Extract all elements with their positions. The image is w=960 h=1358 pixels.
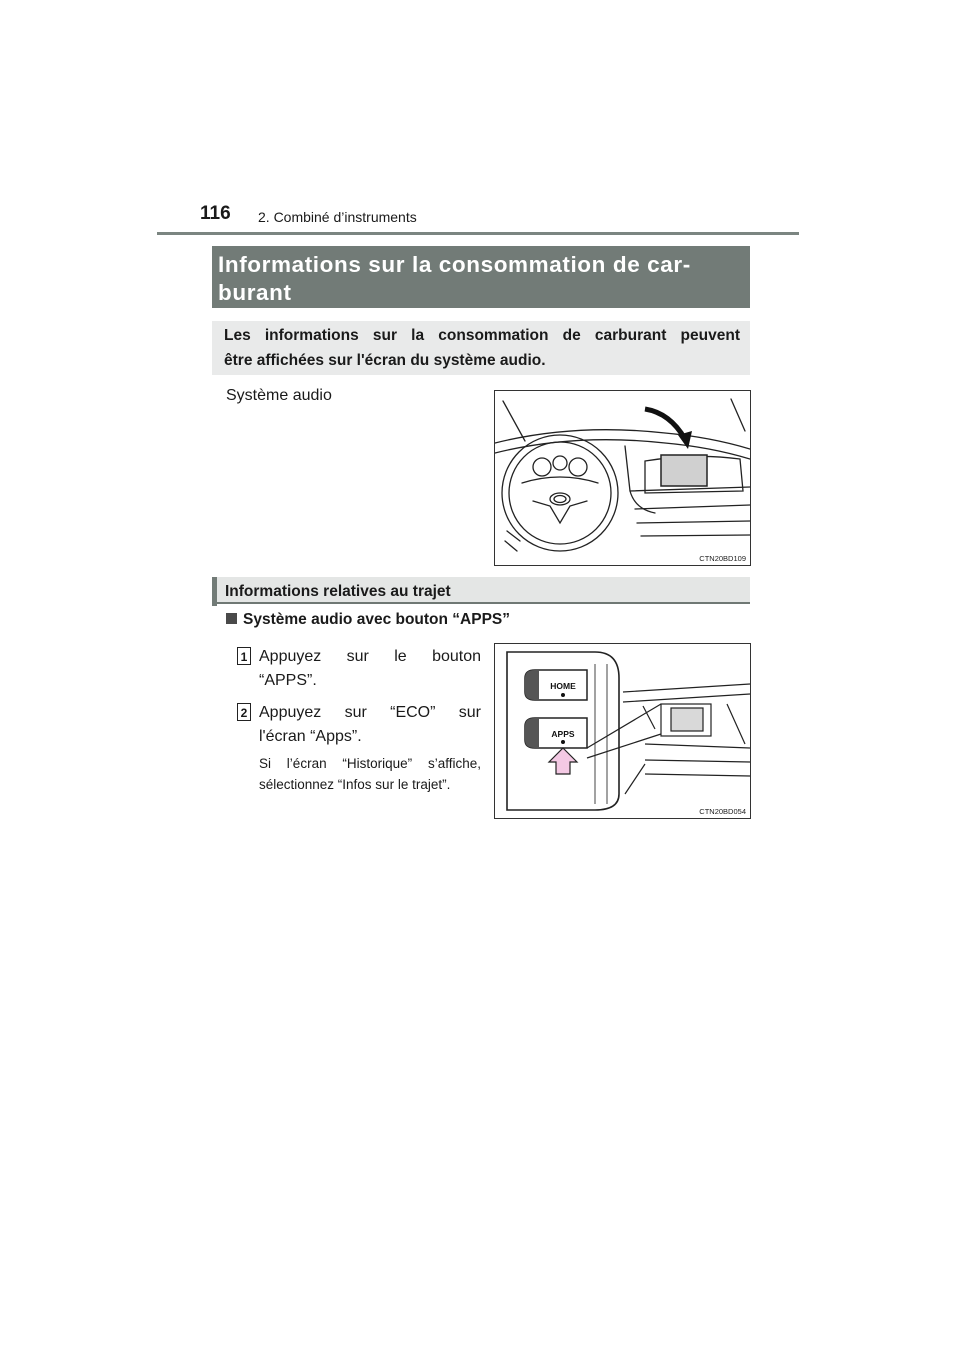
step-1-text [259,645,481,693]
step-2-line1: Appuyez sur “ECO” sur [259,704,481,721]
figure-code: CTN20BD054 [699,807,746,816]
intro-line1: Les informations sur la consommation de carburant peuvent [224,327,740,344]
home-button-label: HOME [550,681,576,691]
subsection-bar [212,577,217,606]
dashboard-illustration [495,391,750,565]
note-line1: Si l’écran “Historique” s’affiche, [259,756,481,771]
chapter-title: 2. Combiné d’instruments [258,209,417,225]
subsection-title: Informations relatives au trajet [212,577,750,604]
intro-box [212,321,750,375]
step-note [259,753,481,795]
step-1-number: 1 [237,647,251,665]
bullet-text: Système audio avec bouton “APPS” [243,611,511,628]
figure-code: CTN20BD109 [699,554,746,563]
section-title [212,246,750,308]
dashboard-figure [494,390,751,566]
system-audio-label: Système audio [226,387,332,404]
note-line2: sélectionnez “Infos sur le trajet”. [259,777,451,792]
apps-button-figure [494,643,751,819]
section-title-line2: burant [218,280,292,305]
apps-button-illustration [495,644,750,818]
apps-button-label: APPS [551,729,575,739]
section-title-line1: Informations sur la consommation de car- [218,252,691,277]
step-1-line2: “APPS”. [259,672,317,689]
step-2-line2: l'écran “Apps”. [259,728,362,745]
step-2-number: 2 [237,703,251,721]
header-rule [157,232,799,235]
page-number: 116 [200,203,231,224]
step-1-line1: Appuyez sur le bouton [259,648,481,665]
bullet-heading [226,611,510,629]
square-bullet-icon [226,613,237,624]
step-2-text [259,701,481,749]
intro-line2: être affichées sur l'écran du système audio. [224,352,546,369]
